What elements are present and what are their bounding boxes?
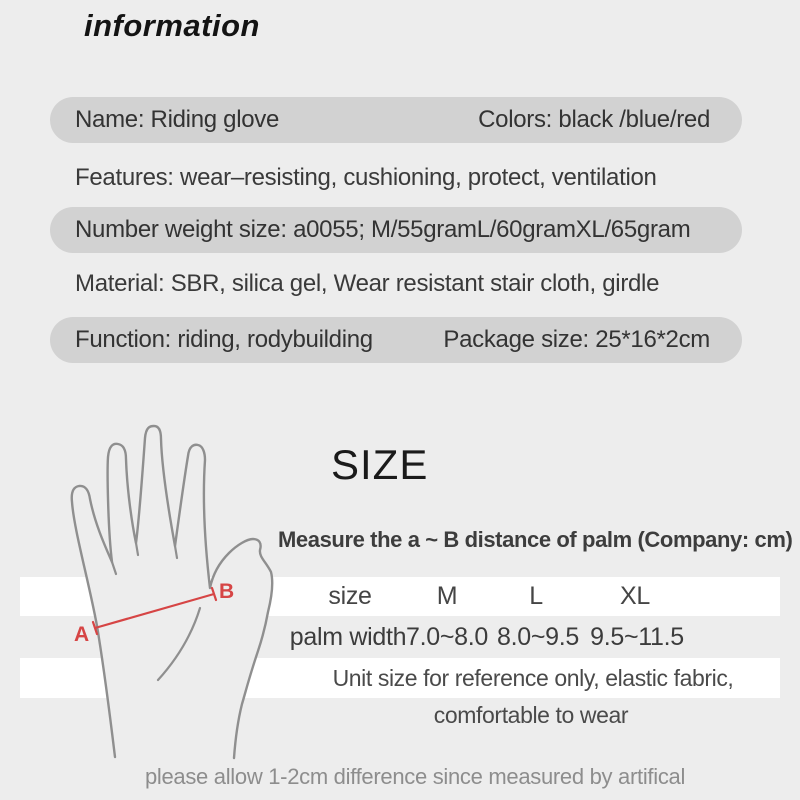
hand-label-b: B [219,580,235,603]
info-row-number-weight-size [50,207,742,253]
table-col-xl: XL [620,582,650,610]
info-row-function-package [50,317,742,363]
disclaimer-text: please allow 1-2cm difference since measured by artifical [144,764,686,789]
hand-diagram [50,412,285,767]
name-label: Name: Riding glove [75,106,280,133]
size-note-line2: comfortable to wear [433,702,629,728]
table-col-l: L [529,582,543,610]
info-row-features: Features: wear–resisting, cushioning, protect, ventilation [75,164,657,191]
size-note-line1: Unit size for reference only, elastic fabric, [332,665,734,691]
function-label: Function: riding, rodybuilding [75,326,373,353]
table-cell-palm-width: palm width [289,623,407,651]
table-col-m: M [436,582,458,610]
colors-label: Colors: black /blue/red [478,106,710,133]
table-cell-xl-value: 9.5~11.5 [590,623,684,651]
size-section-heading: SIZE [331,441,429,488]
measure-instruction: Measure the a ~ B distance of palm (Company: cm) [278,527,793,552]
table-cell-m-value: 7.0~8.0 [405,623,489,651]
number-weight-size-label: Number weight size: a0055; M/55gramL/60gramXL/65gram [75,216,691,243]
info-row-name-colors [50,97,742,143]
info-row-material: Material: SBR, silica gel, Wear resistant stair cloth, girdle [75,270,660,297]
page-title: information [84,8,260,43]
hand-outline [72,426,272,758]
hand-label-a: A [74,623,90,646]
package-size-label: Package size: 25*16*2cm [443,326,710,353]
table-col-size: size [328,582,372,610]
table-cell-l-value: 8.0~9.5 [496,623,580,651]
